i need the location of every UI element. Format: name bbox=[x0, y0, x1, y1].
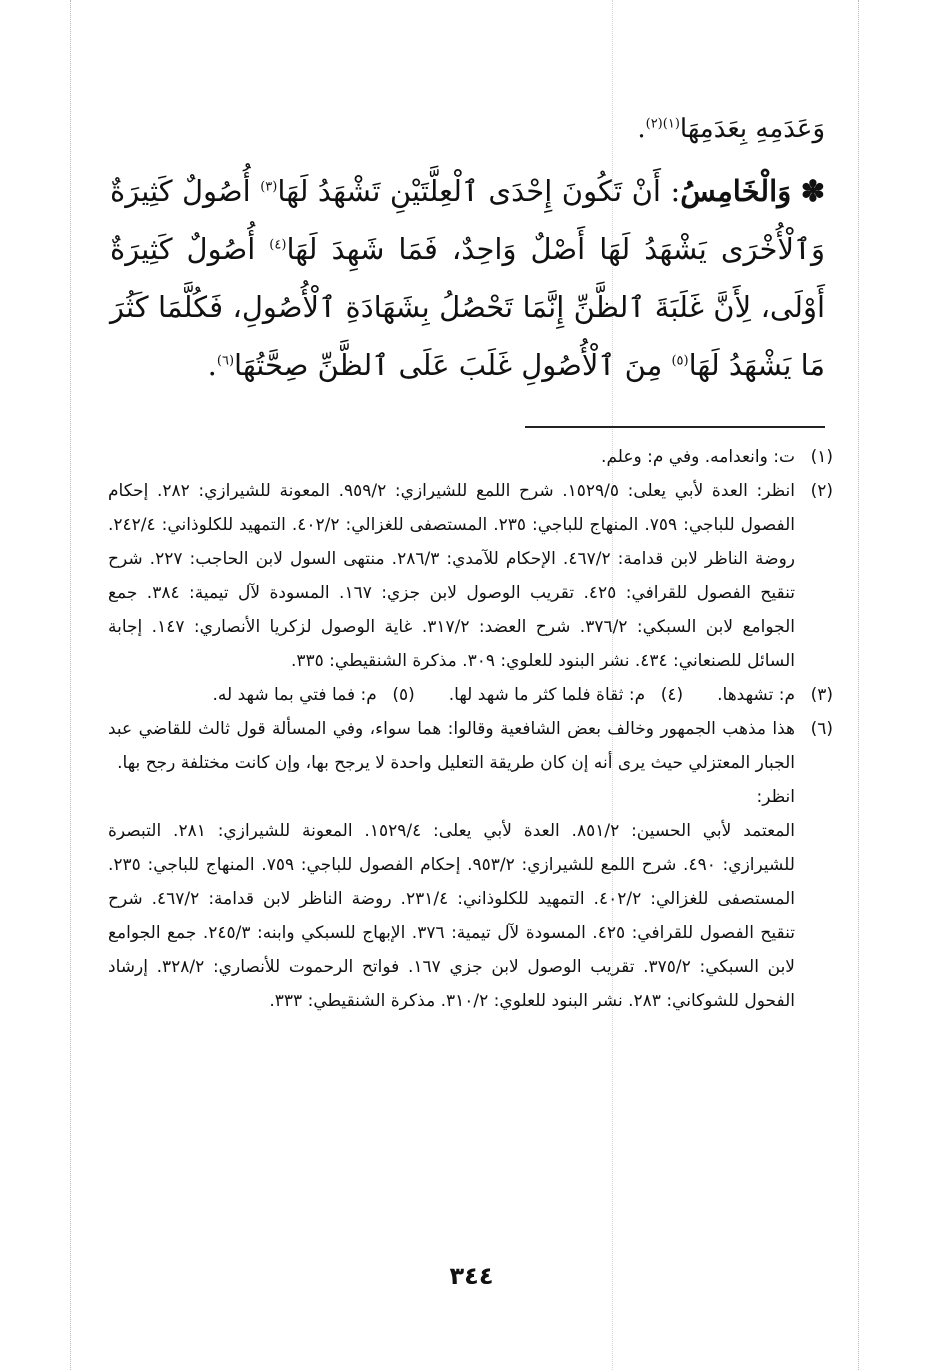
scan-artifact-line bbox=[70, 0, 71, 1370]
footnote-body bbox=[108, 712, 795, 1018]
footnote-number: (٤) bbox=[660, 685, 684, 705]
sentence-end: . bbox=[637, 114, 646, 144]
footnote-text: م: فما فتي بما شهد له. bbox=[212, 685, 377, 705]
footnote-number: (٣) bbox=[810, 685, 833, 705]
paragraph-text: : أَنْ تَكُونَ إِحْدَى ٱلْعِلَّتَيْنِ تَشْهَدُ لَهَا bbox=[277, 174, 681, 208]
footnote-ref: (٥) bbox=[671, 353, 689, 369]
footnote-ref: (٣) bbox=[260, 179, 278, 195]
footnote-number: (١) bbox=[810, 447, 833, 467]
footnote-5 bbox=[212, 678, 414, 712]
footnote-text: انظر: العدة لأبي يعلى: ١٥٢٩/٥. شرح اللمع للشيرازي: ٩٥٩/٢. المعونة للشيرازي: ٢٨٢. إحكام الفصول للباجي: ٧٥٩. المنهاج للباجي: ٢٣٥. المستصفى للغزالي: ٤٠٢/٢. التمهيد للكلوذاني: ٢٤٢/٤. روضة الناظر لابن قدامة: ٤٦٧/٢. الإحكام للآمدي: ٢٨٦/٣. منتهى السول لابن الحاجب: ٢٢٧. شرح تنقيح الفصول للقرافي: ٤٢٥. تقريب الوصول لابن جزي: ١٦٧. المسودة لآل تيمية: ٣٨٤. جمع الجوامع لابن السبكي: ٣٧٦/٢. شرح العضد: ٣١٧/٢. غاية الوصول لزكريا الأنصاري: ١٤٧. إجابة السائل للصنعاني: ٤٣٤. نشر البنود للعلوي: ٣٠٩. مذكرة الشنقيطي: ٣٣٥. bbox=[108, 481, 796, 671]
footnote-4 bbox=[449, 678, 683, 712]
footnote-ref: (١)(٢) bbox=[645, 116, 680, 132]
footnote-text: ت: وانعدامه. وفي م: وعلم. bbox=[601, 447, 795, 467]
footnote-2 bbox=[108, 474, 833, 678]
footnote-see-label: انظر: bbox=[756, 787, 795, 807]
footnote-separator bbox=[525, 426, 825, 428]
page-number: ٣٤٤ bbox=[449, 1262, 494, 1290]
footnote-ref: (٤) bbox=[269, 237, 287, 253]
continuation-text: وَعَدَمِهِ بِعَدَمِهَا bbox=[679, 114, 825, 144]
paragraph-text: أُصُولٌ كَثِيرَةٌ وَٱلْأُخْرَى يَشْهَدُ لَهَا أَصْلٌ وَاحِدٌ، فَمَا شَهِدَ لَهَا bbox=[110, 174, 825, 266]
footnote-6 bbox=[108, 712, 833, 1018]
paragraph-heading: وَالْخَامِسُ bbox=[680, 174, 792, 208]
paragraph-text: أُصُولٌ كَثِيرَةٌ أَوْلَى، لِأَنَّ غَلَبَةَ ٱلظَّنِّ إِنَّمَا تَحْصُلُ بِشَهَادَةِ ٱلْأُصُولِ، فَكُلَّمَا كَثُرَ مَا يَشْهَدُ لَهَا bbox=[110, 232, 825, 382]
footnote-3 bbox=[717, 678, 833, 712]
paragraph-text: مِنَ ٱلْأُصُولِ غَلَبَ عَلَى ٱلظَّنِّ صِحَّتُهَا bbox=[234, 348, 672, 382]
footnote-text: هذا مذهب الجمهور وخالف بعض الشافعية وقالوا: هما سواء، وفي المسألة قول ثالث للقاضي عبد الجبار المعتزلي حيث يرى أنه إن كان طريقة التعليل واحدة لا يرجح بها، وإن كانت مختلفة رجح بها. bbox=[108, 719, 795, 773]
footnote-text: م: تشهدها. bbox=[717, 685, 795, 705]
continuation-line bbox=[110, 104, 825, 154]
footnote-ref: (٦) bbox=[216, 353, 235, 369]
fifth-paragraph bbox=[110, 162, 825, 394]
paragraph-marker-icon: ✽ bbox=[800, 174, 825, 208]
sentence-end: . bbox=[207, 348, 217, 382]
main-text bbox=[110, 104, 825, 394]
footnote-number: (٥) bbox=[392, 685, 415, 705]
footnote-1 bbox=[108, 440, 833, 474]
footnote-text: م: ثقاة فلما كثر ما شهد لها. bbox=[448, 685, 646, 705]
footnotes-3-5-row bbox=[108, 678, 833, 712]
footnote-number: (٢) bbox=[810, 481, 833, 501]
scan-artifact-line bbox=[858, 0, 859, 1370]
footnotes bbox=[108, 440, 833, 1018]
footnote-number: (٦) bbox=[810, 719, 833, 739]
footnote-references: المعتمد لأبي الحسين: ٨٥١/٢. العدة لأبي يعلى: ١٥٢٩/٤. المعونة للشيرازي: ٢٨١. التبصرة للشيرازي: ٤٩٠. شرح اللمع للشيرازي: ٩٥٣/٢. إحكام الفصول للباجي: ٧٥٩. المنهاج للباجي: ٢٣٥. المستصفى للغزالي: ٤٠٢/٢. التمهيد للكلوذاني: ٢٣١/٤. روضة الناظر لابن قدامة: ٤٦٧/٢. شرح تنقيح الفصول للقرافي: ٤٢٥. المسودة لآل تيمية: ٣٧٦. الإبهاج للسبكي وابنه: ٢٤٥/٣. جمع الجوامع لابن السبكي: ٣٧٥/٢. تقريب الوصول لابن جزي ١٦٧. فواتح الرحموت للأنصاري: ٣٢٨/٢. إرشاد الفحول للشوكاني: ٢٨٣. نشر البنود للعلوي: ٣١٠/٢. مذكرة الشنقيطي: ٣٣٣. bbox=[108, 821, 796, 1011]
